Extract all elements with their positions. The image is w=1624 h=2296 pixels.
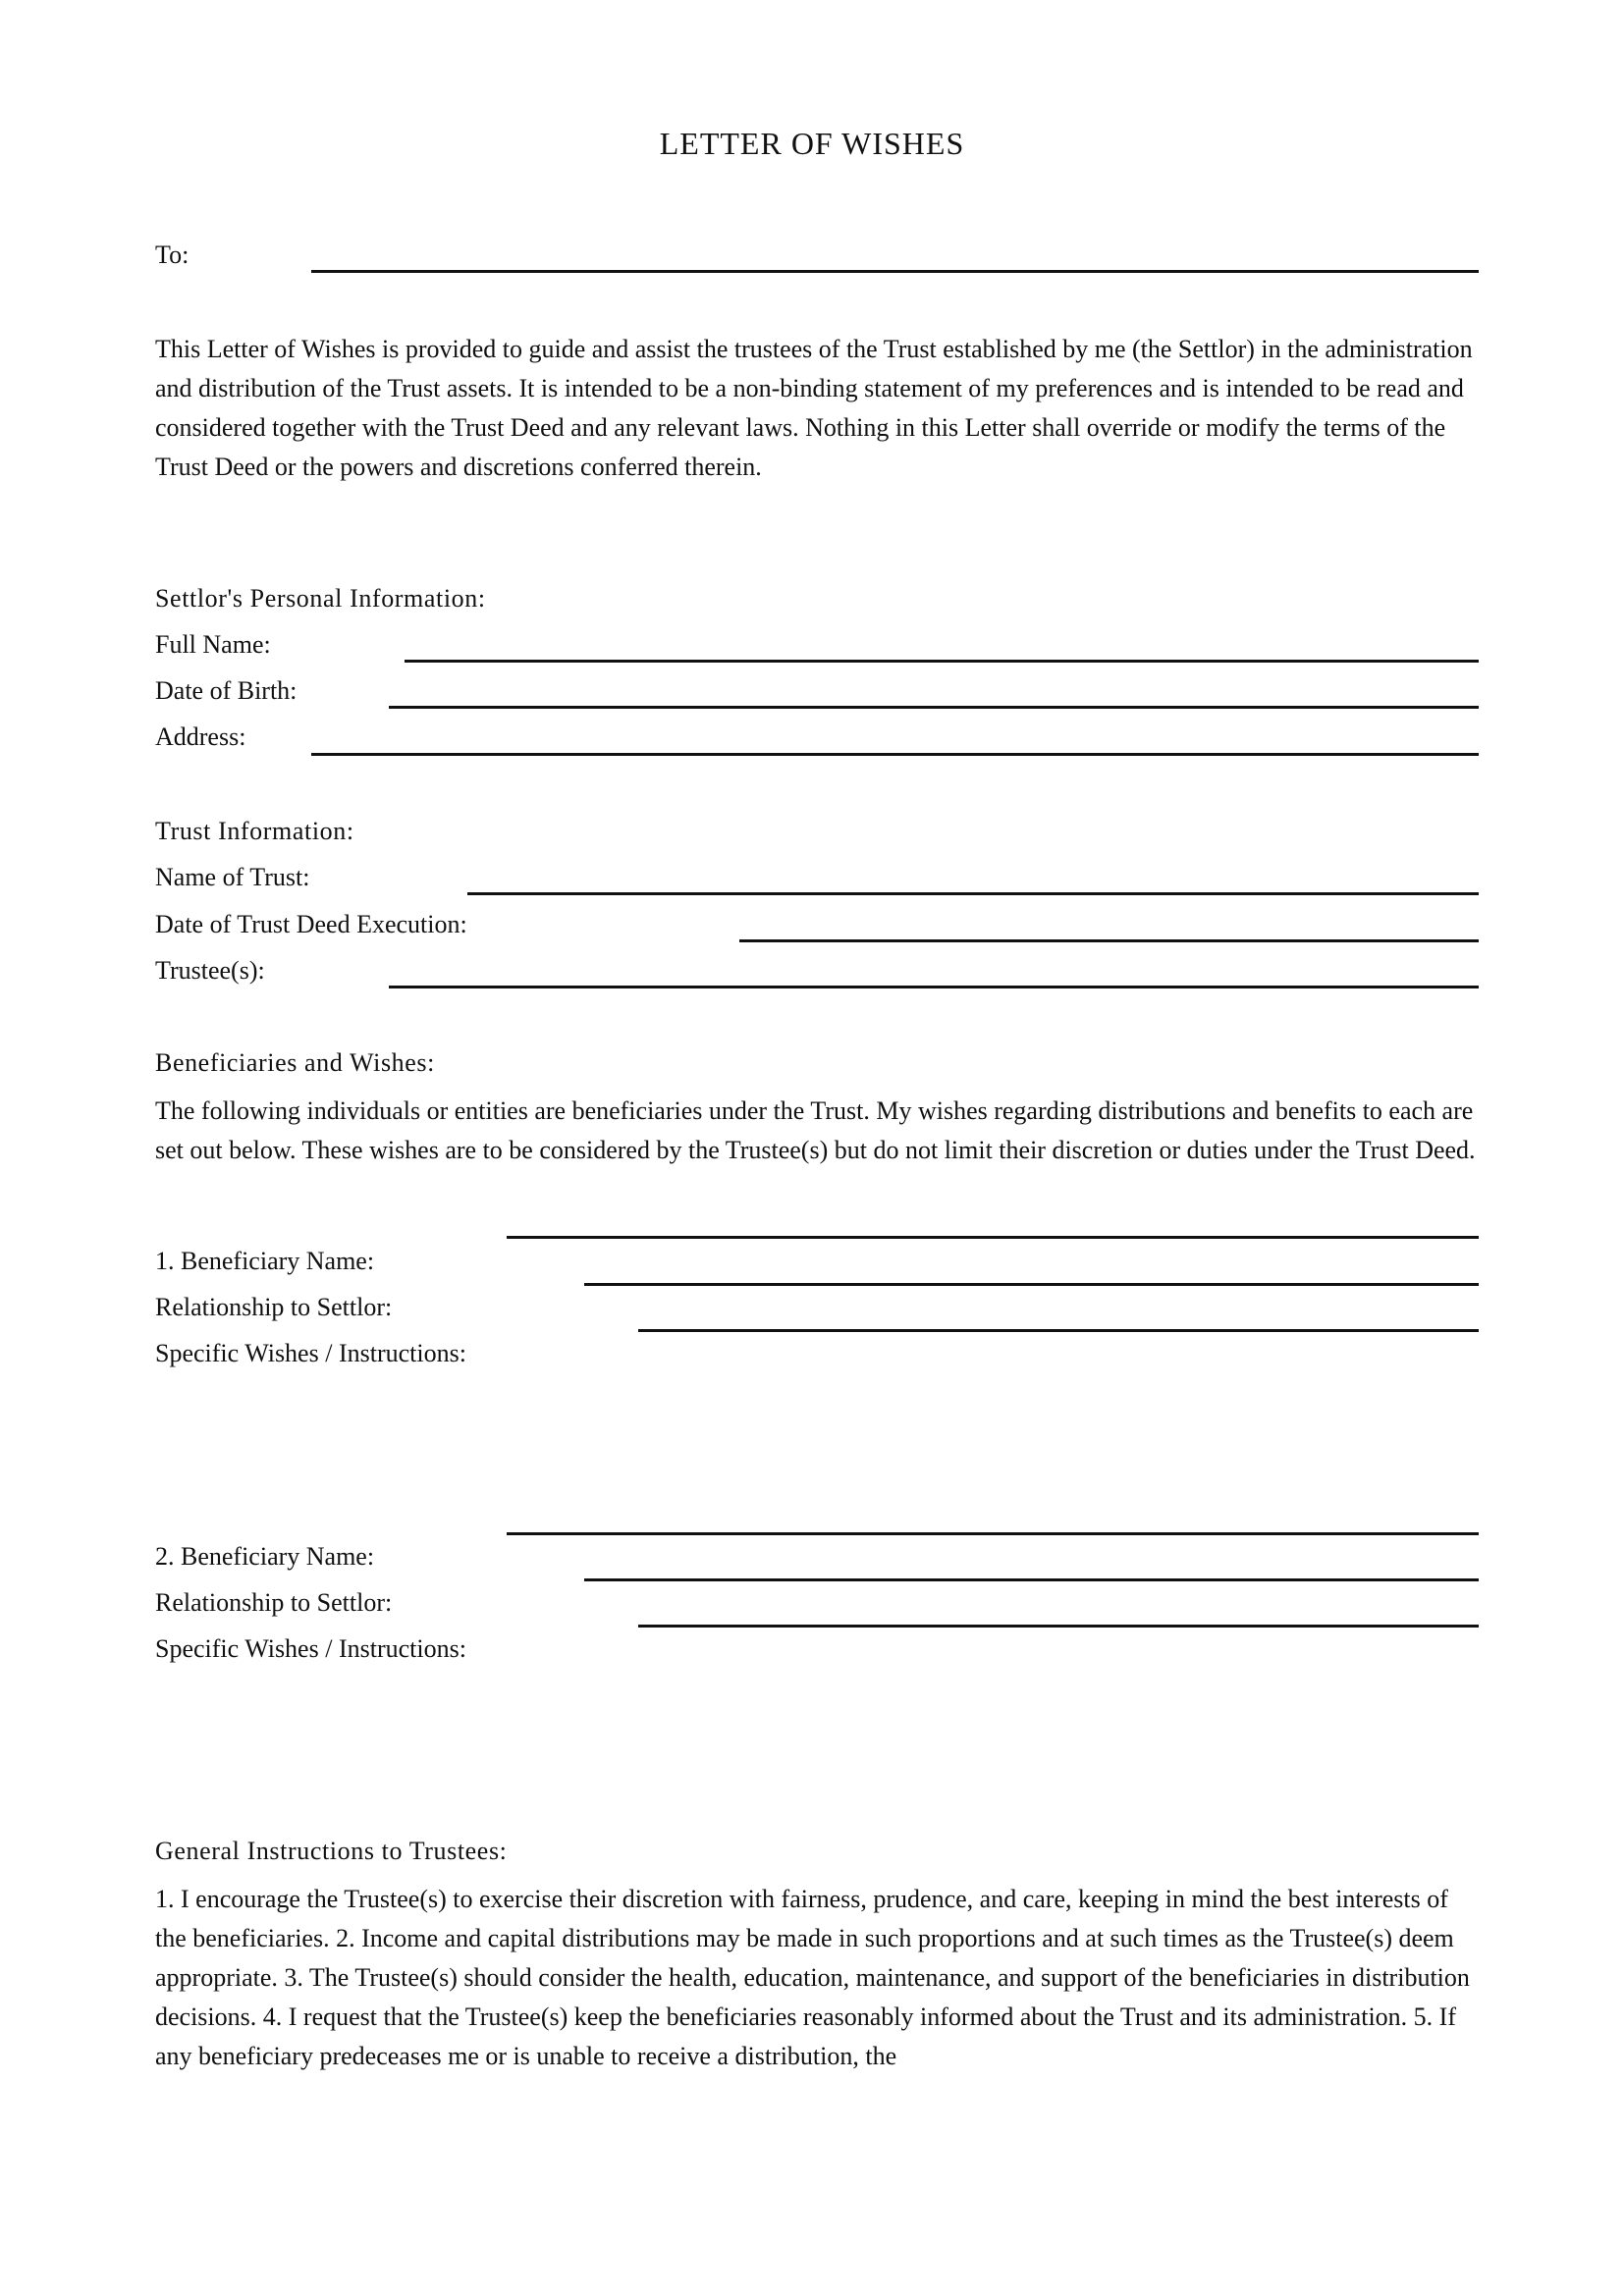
- beneficiary-1-extra-line[interactable]: [507, 1236, 1479, 1239]
- trust-name-field-line[interactable]: [467, 892, 1479, 895]
- general-instructions-text: 1. I encourage the Trustee(s) to exercise their discretion with fairness, prudence, and care, keeping in mind the best interests of the beneficiaries. 2. Income and capital distributions may be made in such proportions and at such times as the Trustee(s) deem appropriate. 3. The Trustee(s) should consider the health, education, maintenance, and support of the beneficiaries in distribution decisions. 4. I request that the Trustee(s) keep the beneficiaries reasonably informed about the Trust and its administration. 5. If any beneficiary predeceases me or is unable to receive a distribution, the: [155, 1885, 1470, 2070]
- settlor-heading: Settlor's Personal Information:: [155, 584, 486, 613]
- beneficiaries-intro: The following individuals or entities are beneficiaries under the Trust. My wishes regarding distributions and benefits to each are set out below. These wishes are to be considered by the Trustee(s) but do not limit their discretion or duties under the Trust Deed.: [155, 1096, 1476, 1164]
- full-name-field-line[interactable]: [405, 660, 1479, 663]
- beneficiary-1-wishes-label: Specific Wishes / Instructions:: [155, 1339, 466, 1367]
- document-title: LETTER OF WISHES: [659, 126, 965, 161]
- beneficiary-2-extra-line[interactable]: [507, 1532, 1479, 1535]
- beneficiary-2-relationship-field-line[interactable]: [638, 1625, 1479, 1628]
- trust-heading: Trust Information:: [155, 817, 354, 845]
- address-label: Address:: [155, 722, 246, 751]
- date-of-birth-field-line[interactable]: [389, 706, 1479, 709]
- trustees-label: Trustee(s):: [155, 956, 265, 985]
- beneficiary-2-relationship-label: Relationship to Settlor:: [155, 1588, 393, 1617]
- trust-deed-date-label: Date of Trust Deed Execution:: [155, 910, 467, 938]
- beneficiary-1-name-field-line[interactable]: [584, 1283, 1479, 1286]
- to-label: To:: [155, 240, 189, 269]
- beneficiary-2-wishes-label: Specific Wishes / Instructions:: [155, 1634, 466, 1663]
- beneficiary-2-name-field-line[interactable]: [584, 1578, 1479, 1581]
- beneficiary-1-name-label: 1. Beneficiary Name:: [155, 1247, 375, 1275]
- beneficiary-1-relationship-label: Relationship to Settlor:: [155, 1293, 393, 1321]
- general-instructions-heading: General Instructions to Trustees:: [155, 1837, 508, 1865]
- trust-name-label: Name of Trust:: [155, 863, 310, 891]
- trust-deed-date-field-line[interactable]: [739, 939, 1479, 942]
- trustees-field-line[interactable]: [389, 986, 1479, 988]
- full-name-label: Full Name:: [155, 630, 271, 659]
- beneficiary-1-relationship-field-line[interactable]: [638, 1329, 1479, 1332]
- intro-paragraph: This Letter of Wishes is provided to guide and assist the trustees of the Trust established by me (the Settlor) in the administration and distribution of the Trust assets. It is intended to be a non-binding statement of my preferences and is intended to be read and considered together with the Trust Deed and any relevant laws. Nothing in this Letter shall override or modify the terms of the Trust Deed or the powers and discretions conferred therein.: [155, 335, 1473, 481]
- date-of-birth-label: Date of Birth:: [155, 676, 298, 705]
- beneficiaries-heading: Beneficiaries and Wishes:: [155, 1048, 435, 1077]
- to-field-line[interactable]: [311, 270, 1479, 273]
- address-field-line[interactable]: [311, 753, 1479, 756]
- beneficiary-2-name-label: 2. Beneficiary Name:: [155, 1542, 375, 1571]
